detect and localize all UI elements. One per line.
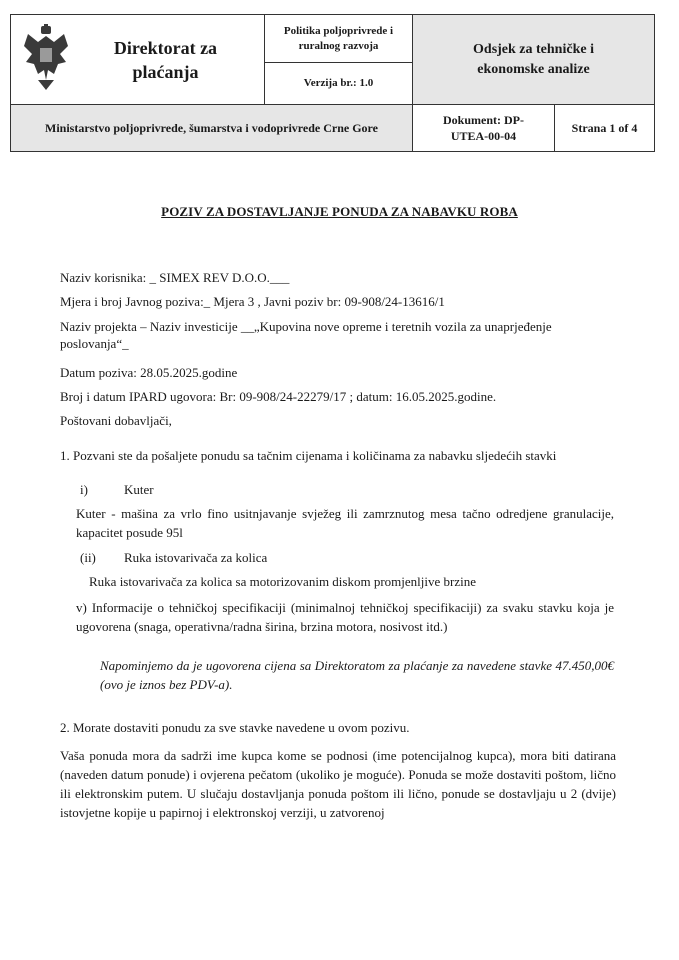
project-line-2: poslovanja“_: [60, 336, 129, 351]
item1-description: Kuter - mašina za vrlo fino usitnjavanje svježeg ili zamrznutog mesa tačno odredjene granulacije, kapacitet posude 95l: [76, 506, 614, 540]
directorate-name: Direktorat za plaćanja: [113, 37, 218, 82]
ministry-name: Ministarstvo poljoprivrede, šumarstva i vodoprivrede Crne Gore: [45, 120, 378, 135]
policy-name: Politika poljoprivrede i ruralnog razvoja: [283, 24, 394, 52]
beneficiary-line: Naziv korisnika: _ SIMEX REV D.O.O.___: [60, 270, 290, 285]
item2-number: (ii): [80, 550, 96, 565]
department-cell: [413, 15, 654, 105]
header-table: [10, 14, 655, 152]
ministry-cell: [11, 105, 413, 151]
item1-number: i): [80, 482, 88, 497]
price-note: [100, 656, 614, 694]
version-number: Verzija br.: 1.0: [303, 77, 374, 89]
item1-title: Kuter: [124, 482, 154, 497]
date-line: Datum poziva: 28.05.2025.godine: [60, 365, 238, 380]
section2-intro: 2. Morate dostaviti ponudu za sve stavke navedene u ovom pozivu.: [60, 720, 410, 735]
document-title: POZIV ZA DOSTAVLJANJE PONUDA ZA NABAVKU ROBA: [161, 204, 518, 219]
document-cell: [413, 105, 555, 151]
item2-description: Ruka istovarivača za kolica sa motorizovanim diskom promjenljive brzine: [89, 574, 476, 589]
document-code: Dokument: DP-UTEA-00-04: [443, 113, 524, 143]
version-cell: [265, 63, 413, 105]
section1-intro: 1. Pozvani ste da pošaljete ponudu sa tačnim cijenama i količinama za nabavku sljedećih stavki: [60, 448, 557, 463]
greeting-line: Poštovani dobavljači,: [60, 413, 172, 428]
project-line-1: Naziv projekta – Naziv investicije __„Kupovina nove opreme i teretnih vozila za unaprjeđenje: [60, 319, 552, 334]
policy-cell: [265, 15, 413, 63]
page-number: Strana 1 of 4: [571, 121, 638, 135]
coat-of-arms-icon: [24, 24, 68, 92]
contract-line: Broj i datum IPARD ugovora: Br: 09-908/24-22279/17 ; datum: 16.05.2025.godine.: [60, 389, 497, 404]
page-cell: [555, 105, 654, 151]
item2-title: Ruka istovarivača za kolica: [124, 550, 268, 565]
tech-spec-paragraph: v) Informacije o tehničkoj specifikaciji (minimalnoj tehničkoj specifikaciji) za svaku stavku koja je ugovorena (snaga, operativna/radna širina, brzina motora, nosivost itd.): [76, 600, 614, 634]
price-note-text: Napominjemo da je ugovorena cijena sa Direktoratom za plaćanje za navedene stavke 47.450,00€ (ovo je iznos bez PDV-a).: [100, 658, 614, 692]
section2-body: Vaša ponuda mora da sadrži ime kupca kome se podnosi (ime potencijalnog kupca), mora biti datirana (naveden datum ponude) i ovjerena pečatom (ukoliko je moguće). Ponuda se može dostaviti poštom, lično ili elektronskim putem. U slučaju dostavljanja ponuda poštom ili lično, ponude se dostavljaju u 2 (dvije) istovjetne kopije u papirnoj i elektronskoj verziji, u zatvorenoj: [60, 748, 616, 820]
department-name: Odsjek za tehničke i ekonomske analize: [473, 41, 594, 77]
measure-line: Mjera i broj Javnog poziva:_ Mjera 3 , Javni poziv br: 09-908/24-13616/1: [60, 294, 445, 309]
